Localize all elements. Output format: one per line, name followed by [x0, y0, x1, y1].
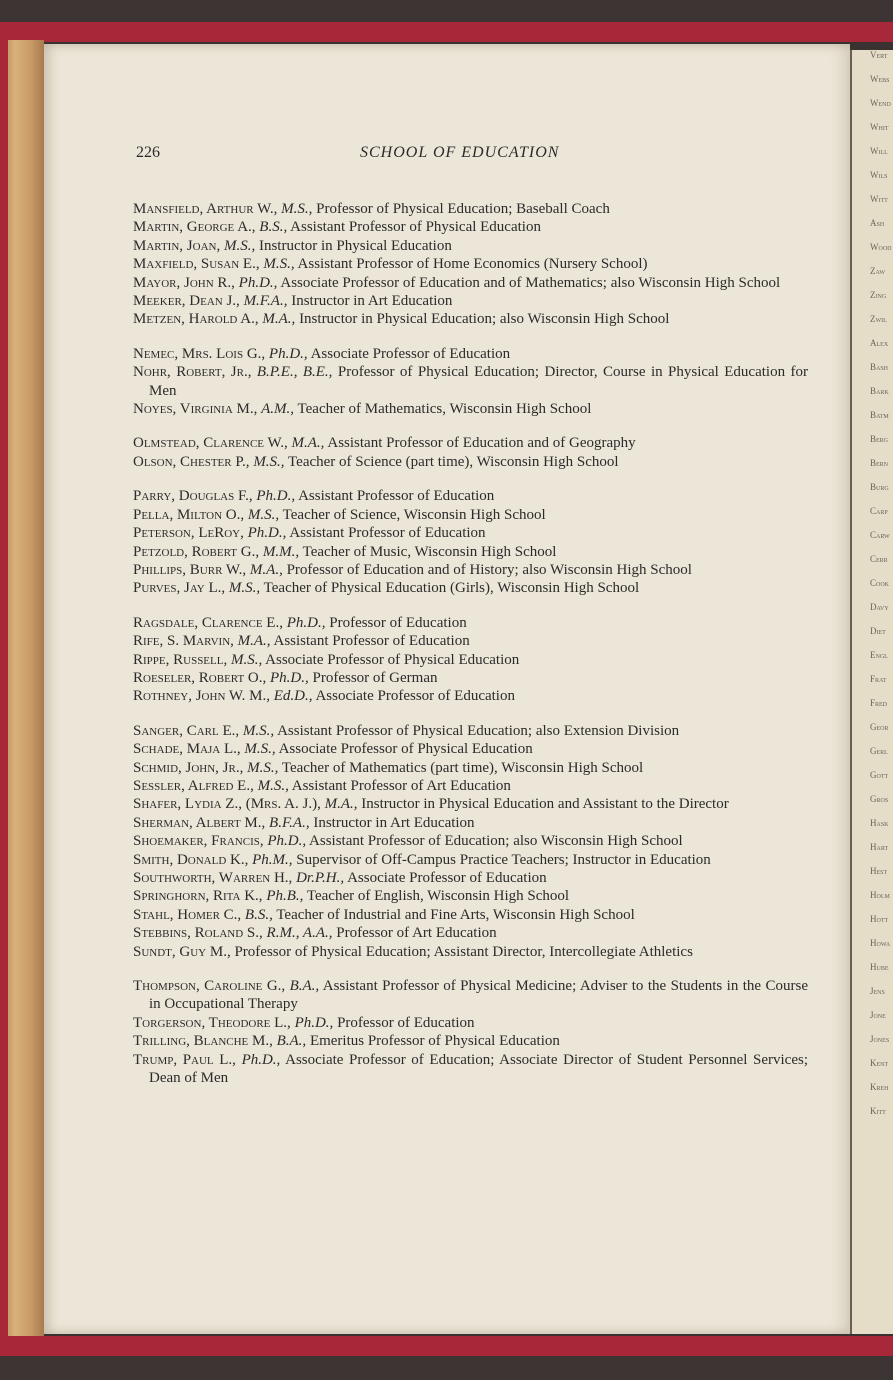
faculty-entry	[133, 1014, 808, 1032]
next-page-fragment: Gros	[870, 794, 889, 804]
faculty-name: Mansfield, Arthur W.,	[133, 201, 278, 217]
faculty-title: Instructor in Physical Education	[258, 237, 452, 254]
faculty-entry	[133, 777, 808, 795]
faculty-degree: M.M.,	[262, 543, 300, 560]
faculty-entry	[133, 400, 808, 418]
faculty-degree: M.S.,	[230, 651, 263, 668]
faculty-name: Schade, Maja L.,	[133, 741, 241, 758]
next-page-edge	[850, 50, 893, 1334]
page-number: 226	[136, 144, 160, 161]
next-page-fragment: Wils	[870, 170, 888, 180]
next-page-fragment: Kreh	[870, 1082, 889, 1092]
faculty-name: Meeker, Dean J.,	[133, 293, 240, 310]
faculty-name: Stahl, Homer C.,	[133, 906, 242, 923]
next-page-fragment: Bark	[870, 386, 889, 396]
letter-group	[133, 434, 808, 471]
next-page-fragment: Jone	[870, 1010, 886, 1020]
running-title: SCHOOL OF EDUCATION	[360, 144, 560, 161]
faculty-title: Teacher of English, Wisconsin High School	[306, 888, 570, 905]
faculty-name: Springhorn, Rita K.,	[133, 888, 263, 905]
faculty-entry	[133, 869, 808, 887]
faculty-name: Southworth, Warren H.,	[133, 870, 293, 886]
next-page-fragment: Will	[870, 146, 888, 156]
faculty-name: Parry, Douglas F.,	[133, 488, 253, 505]
faculty-entry	[133, 453, 808, 471]
faculty-degree: M.S.,	[281, 201, 313, 217]
faculty-entry	[133, 906, 808, 924]
book-cover-red-edge-bottom	[0, 1336, 893, 1356]
faculty-title: Associate Professor of Physical Education	[278, 741, 533, 758]
faculty-entry	[133, 977, 808, 1014]
faculty-name: Maxfield, Susan E.,	[133, 256, 260, 273]
faculty-entry	[133, 434, 808, 452]
faculty-title: Teacher of Physical Education (Girls), Wisconsin High School	[263, 580, 640, 597]
faculty-title: Teacher of Science, Wisconsin High School	[282, 506, 546, 523]
faculty-name: Rippe, Russell,	[133, 651, 228, 668]
faculty-name: Ragsdale, Clarence E.,	[133, 614, 283, 631]
letter-group	[133, 977, 808, 1087]
faculty-name: Martin, Joan,	[133, 237, 221, 254]
faculty-title: Instructor in Physical Education and Assistant to the Director	[361, 796, 729, 813]
faculty-entry	[133, 887, 808, 905]
next-page-fragment: Bern	[870, 458, 889, 468]
faculty-title: Assistant Professor of Home Economics (Nursery School)	[297, 256, 648, 273]
faculty-entry	[133, 506, 808, 524]
faculty-degree: M.S.,	[247, 506, 280, 523]
faculty-title: Assistant Professor of Physical Education	[290, 219, 541, 236]
faculty-name: Petzold, Robert G.,	[133, 543, 260, 560]
faculty-name: Shafer, Lydia Z., (Mrs. A. J.),	[133, 796, 321, 813]
faculty-entry	[133, 345, 808, 363]
letter-group	[133, 614, 808, 706]
faculty-title: Teacher of Mathematics, Wisconsin High School	[297, 401, 592, 418]
faculty-entry	[133, 255, 808, 273]
faculty-degree: Ph.D.,	[238, 274, 278, 291]
faculty-title: Professor of Education	[337, 1014, 475, 1031]
faculty-title: Instructor in Physical Education; also Wisconsin High School	[299, 311, 670, 328]
faculty-entry	[133, 543, 808, 561]
next-page-fragment: Webs	[870, 74, 890, 84]
letter-group	[133, 487, 808, 597]
faculty-name: Nohr, Robert, Jr.,	[133, 364, 252, 381]
faculty-title: Associate Professor of Education	[315, 688, 515, 705]
faculty-title: Professor of Physical Education; Baseball Coach	[316, 201, 610, 217]
next-page-fragment: Alex	[870, 338, 889, 348]
faculty-degree: M.S.,	[223, 237, 256, 254]
faculty-degree: B.A.,	[276, 1033, 307, 1050]
faculty-degree: M.S.,	[247, 759, 279, 776]
faculty-name: Sanger, Carl E.,	[133, 722, 240, 739]
next-page-fragment: Gerl	[870, 746, 888, 756]
faculty-title: Associate Professor of Physical Education	[265, 651, 520, 668]
faculty-name: Schmid, John, Jr.,	[133, 759, 244, 776]
faculty-name: Peterson, LeRoy,	[133, 525, 244, 542]
next-page-fragment: Batm	[870, 410, 889, 420]
next-page-fragment: Jens	[870, 986, 885, 996]
letter-group	[133, 722, 808, 961]
faculty-entry	[133, 237, 808, 255]
faculty-title: Teacher of Mathematics (part time), Wisconsin High School	[281, 759, 644, 776]
faculty-degree: Ph.D.,	[247, 525, 287, 542]
next-page-fragment: Diet	[870, 626, 886, 636]
faculty-degree: Ph.D.,	[286, 614, 326, 631]
next-page-fragment: Wood	[870, 242, 892, 252]
faculty-title: Professor of Physical Education; Director, Course in Physical Education for Men	[149, 364, 808, 399]
faculty-title: Assistant Professor of Education	[289, 525, 486, 542]
next-page-fragment: Zwil	[870, 314, 887, 324]
faculty-entry	[133, 292, 808, 310]
next-page-fragment: Kent	[870, 1058, 889, 1068]
faculty-degree: M.A.,	[237, 633, 271, 650]
faculty-degree: Ph.D.,	[241, 1051, 281, 1068]
faculty-degree: M.S.,	[253, 453, 285, 470]
faculty-name: Martin, George A.,	[133, 219, 256, 236]
faculty-name: Sundt, Guy M.,	[133, 943, 231, 960]
faculty-title: Instructor in Art Education	[291, 293, 453, 310]
next-page-fragment: Hask	[870, 818, 889, 828]
next-page-fragment: Berg	[870, 434, 889, 444]
next-page-fragment: Hott	[870, 914, 889, 924]
next-page-fragment: Gott	[870, 770, 889, 780]
faculty-title: Teacher of Industrial and Fine Arts, Wisconsin High School	[276, 906, 635, 923]
faculty-title: Professor of Education	[329, 614, 467, 631]
faculty-entry	[133, 669, 808, 687]
faculty-name: Rife, S. Marvin,	[133, 633, 234, 650]
faculty-title: Assistant Professor of Physical Education; also Extension Division	[277, 722, 680, 739]
letter-group	[133, 345, 808, 419]
faculty-name: Phillips, Burr W.,	[133, 561, 247, 578]
next-page-fragment: Witt	[870, 194, 888, 204]
next-page-fragment: Zing	[870, 290, 887, 300]
faculty-degree: Ph.D.,	[256, 488, 296, 505]
book-cover-red-edge-top	[0, 22, 893, 42]
faculty-name: Thompson, Caroline G.,	[133, 978, 286, 995]
faculty-entry	[133, 579, 808, 597]
faculty-degree: Ph.D.,	[270, 669, 309, 686]
next-page-fragment: Frat	[870, 674, 887, 684]
faculty-degree: M.S.,	[257, 777, 289, 794]
faculty-degree: Ph.M.,	[252, 851, 293, 868]
faculty-name: Noyes, Virginia M.,	[133, 401, 258, 418]
faculty-title: Professor of Physical Education; Assistant Director, Intercollegiate Athletics	[234, 943, 693, 960]
faculty-title: Assistant Professor of Education; also Wisconsin High School	[309, 833, 683, 850]
faculty-title: Supervisor of Off-Campus Practice Teachers; Instructor in Education	[296, 851, 711, 868]
faculty-entry	[133, 759, 808, 777]
book-cover-red-edge-left	[0, 40, 8, 1336]
faculty-entry	[133, 924, 808, 942]
faculty-name: Rothney, John W. M.,	[133, 688, 270, 705]
faculty-degree: M.F.A.,	[243, 293, 288, 310]
faculty-degree: Ph.D.,	[294, 1014, 334, 1031]
faculty-entry	[133, 614, 808, 632]
faculty-degree: B.A.,	[289, 978, 320, 995]
faculty-title: Teacher of Science (part time), Wisconsin High School	[288, 453, 619, 470]
faculty-degree: R.M., A.A.,	[266, 925, 333, 942]
faculty-entry	[133, 943, 808, 961]
next-page-fragment: Bash	[870, 362, 889, 372]
next-page-fragment: Vert	[870, 50, 888, 60]
book-cover-bottom	[0, 1356, 893, 1380]
faculty-entry	[133, 851, 808, 869]
faculty-title: Professor of German	[312, 669, 438, 686]
faculty-title: Assistant Professor of Physical Medicine; Adviser to the Students in the Course in Occupational Therapy	[149, 978, 808, 1013]
next-page-fragment: Geor	[870, 722, 889, 732]
faculty-name: Sessler, Alfred E.,	[133, 777, 254, 794]
faculty-entry	[133, 722, 808, 740]
faculty-degree: Ed.D.,	[273, 688, 313, 705]
faculty-title: Associate Professor of Education	[347, 870, 547, 886]
faculty-entry	[133, 274, 808, 292]
next-page-fragment: Zaw	[870, 266, 886, 276]
faculty-list	[133, 200, 808, 1103]
faculty-entry	[133, 524, 808, 542]
faculty-degree: M.A.,	[291, 435, 325, 452]
faculty-degree: M.S.,	[263, 256, 295, 273]
faculty-title: Assistant Professor of Education	[273, 633, 470, 650]
faculty-entry	[133, 1051, 808, 1088]
faculty-title: Assistant Professor of Education and of Geography	[327, 435, 636, 452]
faculty-name: Shoemaker, Francis,	[133, 833, 264, 850]
next-page-fragment: Wend	[870, 98, 891, 108]
faculty-entry	[133, 363, 808, 400]
faculty-name: Roeseler, Robert O.,	[133, 669, 267, 686]
faculty-degree: M.S.,	[244, 741, 276, 758]
faculty-name: Torgerson, Theodore L.,	[133, 1014, 291, 1031]
faculty-degree: B.S.,	[244, 906, 273, 923]
page-header	[136, 144, 806, 164]
next-page-fragment: Holm	[870, 890, 890, 900]
next-page-fragment: Hart	[870, 842, 889, 852]
faculty-name: Smith, Donald K.,	[133, 851, 249, 868]
faculty-name: Mayor, John R.,	[133, 274, 235, 291]
faculty-title: Instructor in Art Education	[313, 814, 475, 831]
next-page-fragment: Howa	[870, 938, 891, 948]
faculty-degree: Dr.P.H.,	[296, 870, 345, 886]
faculty-name: Olmstead, Clarence W.,	[133, 435, 288, 452]
faculty-title: Assistant Professor of Art Education	[291, 777, 511, 794]
faculty-entry	[133, 795, 808, 813]
faculty-name: Stebbins, Roland S.,	[133, 925, 263, 942]
faculty-entry	[133, 632, 808, 650]
faculty-name: Nemec, Mrs. Lois G.,	[133, 345, 266, 362]
faculty-degree: B.P.E., B.E.,	[256, 364, 333, 381]
next-page-fragment: Engl	[870, 650, 888, 660]
next-page-fragment: Cerr	[870, 554, 888, 564]
faculty-degree: Ph.D.,	[267, 833, 307, 850]
faculty-degree: M.A.,	[249, 561, 283, 578]
next-page-fragment: Jones	[870, 1034, 890, 1044]
next-page-fragment: Ash	[870, 218, 885, 228]
letter-group	[133, 200, 808, 329]
next-page-fragment: Carp	[870, 506, 888, 516]
faculty-title: Associate Professor of Education	[310, 345, 511, 362]
next-page-fragment: Fred	[870, 698, 888, 708]
faculty-entry	[133, 561, 808, 579]
faculty-name: Purves, Jay L.,	[133, 580, 226, 597]
faculty-name: Sherman, Albert M.,	[133, 814, 266, 831]
faculty-degree: M.A.,	[262, 311, 296, 328]
faculty-title: Professor of Education and of History; also Wisconsin High School	[286, 561, 692, 578]
next-page-fragment: Hest	[870, 866, 888, 876]
faculty-entry	[133, 200, 808, 218]
faculty-name: Trilling, Blanche M.,	[133, 1033, 273, 1050]
faculty-title: Professor of Art Education	[336, 925, 497, 942]
faculty-entry	[133, 740, 808, 758]
faculty-degree: M.S.,	[228, 580, 261, 597]
faculty-entry	[133, 814, 808, 832]
faculty-degree: B.F.A.,	[269, 814, 310, 831]
faculty-name: Pella, Milton O.,	[133, 506, 245, 523]
next-page-fragment: Cook	[870, 578, 890, 588]
faculty-name: Olson, Chester P.,	[133, 453, 250, 470]
next-page-fragment: Carw	[870, 530, 890, 540]
faculty-entry	[133, 651, 808, 669]
faculty-degree: Ph.D.,	[268, 345, 308, 362]
faculty-entry	[133, 1032, 808, 1050]
faculty-title: Teacher of Music, Wisconsin High School	[302, 543, 557, 560]
faculty-degree: M.A.,	[324, 796, 358, 813]
next-page-fragment: Kitt	[870, 1106, 886, 1116]
faculty-entry	[133, 310, 808, 328]
faculty-title: Associate Professor of Education; Associate Director of Student Personnel Services; Dean of Men	[149, 1051, 808, 1087]
faculty-degree: B.S.,	[259, 219, 288, 236]
faculty-entry	[133, 487, 808, 505]
next-page-fragment: Hube	[870, 962, 889, 972]
faculty-title: Emeritus Professor of Physical Education	[309, 1033, 560, 1050]
faculty-name: Metzen, Harold A.,	[133, 311, 259, 328]
next-page-fragment: Whit	[870, 122, 889, 132]
faculty-title: Associate Professor of Education and of Mathematics; also Wisconsin High School	[280, 274, 781, 291]
faculty-degree: M.S.,	[242, 722, 275, 739]
faculty-degree: A.M.,	[261, 401, 295, 418]
faculty-title: Assistant Professor of Education	[298, 488, 495, 505]
faculty-name: Trump, Paul L.,	[133, 1051, 236, 1068]
faculty-entry	[133, 687, 808, 705]
faculty-entry	[133, 218, 808, 236]
faculty-entry	[133, 832, 808, 850]
next-page-fragment: Burg	[870, 482, 889, 492]
faculty-degree: Ph.B.,	[266, 888, 304, 905]
next-page-fragment: Davy	[870, 602, 889, 612]
